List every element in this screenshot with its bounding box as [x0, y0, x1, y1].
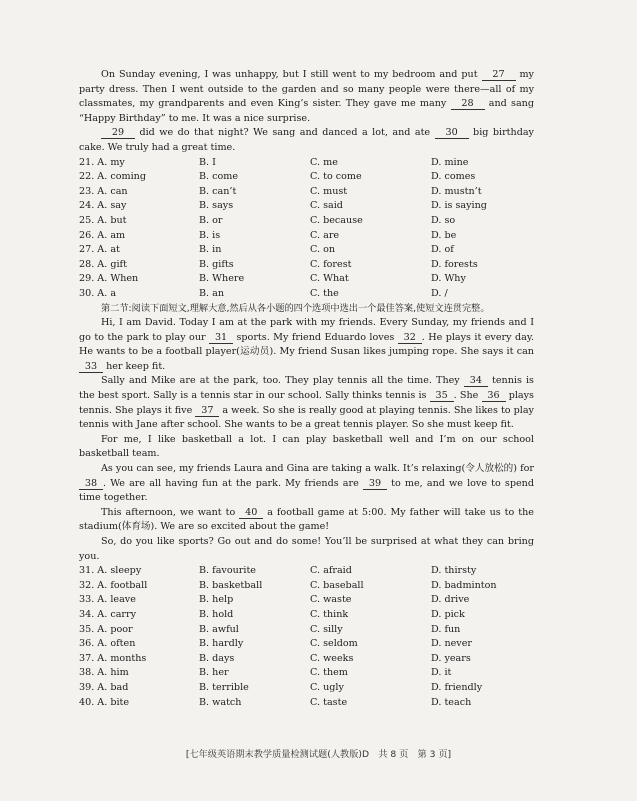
- option-c: C. to come: [310, 171, 362, 183]
- passage-text: plays tennis. She plays it five: [79, 390, 534, 416]
- option-c: C. silly: [310, 623, 343, 635]
- option-row-32: [79, 579, 534, 594]
- option-row-38: [79, 666, 534, 681]
- passage1-paragraph1: [79, 68, 534, 126]
- option-b: B. hardly: [199, 638, 244, 650]
- option-row-35: [79, 623, 534, 638]
- option-b: B. in: [199, 244, 222, 256]
- blank-32: 32: [398, 332, 422, 344]
- option-d: D. of: [431, 244, 454, 256]
- option-c: C. because: [310, 214, 363, 226]
- option-c: C. baseball: [310, 579, 364, 591]
- option-d: D. is saying: [431, 200, 487, 212]
- option-a: 23. A. can: [79, 185, 128, 197]
- option-a: 27. A. at: [79, 244, 120, 256]
- option-b: B. help: [199, 594, 234, 606]
- option-c: C. afraid: [310, 565, 352, 577]
- blank-40: 40: [239, 507, 263, 519]
- option-b: B. come: [199, 171, 239, 183]
- option-c: C. seldom: [310, 638, 358, 650]
- passage2-paragraph4: [79, 462, 534, 506]
- blank-27: 27: [482, 69, 516, 81]
- option-b: B. basketball: [199, 579, 263, 591]
- option-c: C. waste: [310, 594, 352, 606]
- option-c: C. ugly: [310, 681, 344, 693]
- passage-text: did we do that night? We sang and danced a lot, and ate: [139, 127, 431, 139]
- passage-text: sports. My friend Eduardo loves: [236, 331, 395, 343]
- passage-text: big birthday cake. We truly had a great time.: [79, 127, 534, 153]
- option-b: B. can’t: [199, 185, 237, 197]
- option-b: B. terrible: [199, 681, 249, 693]
- passage1-paragraph2: [79, 126, 534, 155]
- blank-39: 39: [363, 478, 387, 490]
- option-a: 29. A. When: [79, 273, 139, 285]
- option-a: 40. A. bite: [79, 696, 130, 708]
- passage-text: . She: [453, 390, 479, 402]
- option-c: C. taste: [310, 696, 348, 708]
- option-a: 30. A. a: [79, 287, 117, 299]
- passage-text: On Sunday evening, I was unhappy, but I still went to my bedroom and put: [101, 69, 478, 80]
- option-row-33: [79, 593, 534, 608]
- option-row-30: [79, 287, 534, 302]
- option-a: 22. A. coming: [79, 171, 146, 183]
- passage-text: . He plays it every day. He wants to be a football player(运动员). My friend Susan likes jumping rope. She says it can: [79, 331, 535, 358]
- option-d: D. comes: [431, 171, 476, 183]
- option-c: C. think: [310, 608, 349, 620]
- option-d: D. so: [431, 214, 456, 226]
- option-c: C. them: [310, 667, 348, 679]
- option-row-40: [79, 696, 534, 711]
- option-d: D. drive: [431, 594, 470, 606]
- option-c: C. the: [310, 287, 339, 299]
- page-content: [79, 68, 534, 710]
- blank-38: 38: [79, 478, 103, 490]
- option-d: D. never: [431, 638, 472, 650]
- option-d: D. friendly: [431, 681, 483, 693]
- option-row-26: [79, 229, 534, 244]
- option-a: 39. A. bad: [79, 681, 129, 693]
- option-c: C. weeks: [310, 652, 354, 664]
- option-a: 26. A. am: [79, 229, 126, 241]
- option-c: C. are: [310, 229, 340, 241]
- option-b: B. says: [199, 200, 234, 212]
- option-a: 35. A. poor: [79, 623, 133, 635]
- option-row-24: [79, 199, 534, 214]
- option-d: D. teach: [431, 696, 472, 708]
- option-row-37: [79, 652, 534, 667]
- passage2-paragraph2: [79, 374, 534, 432]
- blank-33: 33: [79, 361, 103, 373]
- option-b: B. I: [199, 156, 216, 168]
- option-b: B. her: [199, 667, 229, 679]
- option-c: C. said: [310, 200, 343, 212]
- passage2-paragraph3: For me, I like basketball a lot. I can play basketball well and I’m on our school basketball team.: [79, 433, 534, 460]
- blank-31: 31: [209, 332, 233, 344]
- passage-text: and sang “Happy Birthday” to me. It was a nice surprise.: [79, 98, 534, 124]
- option-a: 37. A. months: [79, 652, 147, 664]
- passage-text: Hi, I am David. Today I am at the park with my friends. Every Sunday, my friends and I go to the park to play our: [79, 317, 534, 343]
- option-b: B. days: [199, 652, 235, 664]
- option-row-27: [79, 243, 534, 258]
- option-row-36: [79, 637, 534, 652]
- option-row-25: [79, 214, 534, 229]
- blank-34: 34: [464, 375, 488, 387]
- page-footer: [七年级英语期末教学质量检测试题(人教版)D 共 8 页 第 3 页]: [185, 749, 452, 760]
- blank-37: 37: [195, 405, 219, 417]
- option-b: B. gifts: [199, 258, 234, 270]
- option-d: D. fun: [431, 623, 461, 635]
- option-a: 31. A. sleepy: [79, 565, 142, 577]
- option-a: 38. A. him: [79, 667, 129, 679]
- option-d: D. badminton: [431, 579, 497, 591]
- option-b: B. an: [199, 287, 225, 299]
- passage-text: tennis is the best sport. Sally is a tennis star in our school. Sally thinks tennis is: [79, 375, 534, 402]
- blank-28: 28: [451, 98, 485, 110]
- option-d: D. /: [431, 287, 448, 299]
- passage-text: a football game at 5:00. My father will take us to the stadium(体育场). We are so excited about the game!: [79, 506, 534, 533]
- option-row-28: [79, 258, 534, 273]
- option-b: B. Where: [199, 273, 245, 285]
- option-a: 36. A. often: [79, 638, 136, 650]
- blank-29: 29: [101, 127, 135, 139]
- option-a: 25. A. but: [79, 214, 127, 226]
- option-c: C. forest: [310, 258, 352, 270]
- passage-text: to me, and we love to spend time together.: [79, 477, 534, 504]
- passage-text: This afternoon, we want to: [101, 506, 236, 518]
- passage2-paragraph6: So, do you like sports? Go out and do some! You’ll be surprised at what they can bring you.: [79, 536, 534, 562]
- option-d: D. it: [431, 667, 452, 679]
- section2-instructions: 第二节:阅读下面短文,理解大意,然后从各小题的四个选项中选出一个最佳答案,使短文连贯完整。: [101, 302, 490, 314]
- option-d: D. thirsty: [431, 565, 477, 577]
- option-c: C. What: [310, 273, 349, 285]
- options-31-40: [79, 564, 534, 710]
- blank-30: 30: [435, 127, 469, 139]
- option-b: B. hold: [199, 608, 234, 620]
- option-row-39: [79, 681, 534, 696]
- passage-text: my party dress. Then I went outside to the garden and so many people were there—all of my classmates, my grandparents and even King’s sister. They gave me many: [79, 69, 534, 110]
- option-b: B. awful: [199, 623, 239, 635]
- option-row-34: [79, 608, 534, 623]
- options-21-30: [79, 156, 534, 302]
- option-a: 33. A. leave: [79, 594, 136, 606]
- option-d: D. years: [431, 652, 471, 664]
- option-c: C. me: [310, 156, 338, 168]
- option-b: B. is: [199, 229, 221, 241]
- option-c: C. must: [310, 185, 348, 197]
- option-a: 21. A. my: [79, 156, 125, 168]
- passage-text: a week. So she is really good at playing tennis. She likes to play tennis with Jane after school. She wants to be a great tennis player. So she must keep fit.: [79, 404, 534, 431]
- blank-36: 36: [482, 390, 506, 402]
- option-d: D. pick: [431, 608, 465, 620]
- passage2-paragraph5: [79, 506, 534, 535]
- option-a: 24. A. say: [79, 200, 127, 212]
- option-b: B. favourite: [199, 565, 256, 577]
- option-d: D. Why: [431, 273, 466, 285]
- option-row-21: [79, 156, 534, 171]
- option-d: D. be: [431, 229, 457, 241]
- passage-text: Sally and Mike are at the park, too. They play tennis all the time. They: [101, 375, 460, 387]
- option-b: B. or: [199, 214, 223, 226]
- option-row-29: [79, 272, 534, 287]
- option-row-23: [79, 185, 534, 200]
- option-b: B. watch: [199, 696, 242, 708]
- blank-35: 35: [430, 390, 454, 402]
- option-a: 32. A. football: [79, 579, 148, 591]
- option-row-22: [79, 170, 534, 185]
- option-c: C. on: [310, 244, 336, 256]
- option-a: 34. A. carry: [79, 608, 137, 620]
- passage-text: As you can see, my friends Laura and Gina are taking a walk. It’s relaxing(令人放松的) for: [101, 463, 534, 475]
- passage-text: her keep fit.: [106, 360, 166, 372]
- option-row-31: [79, 564, 534, 579]
- option-d: D. forests: [431, 258, 478, 270]
- passage-text: . We are all having fun at the park. My friends are: [103, 477, 359, 489]
- passage2-paragraph1: [79, 316, 534, 374]
- option-d: D. mine: [431, 156, 469, 168]
- option-a: 28. A. gift: [79, 258, 127, 270]
- option-d: D. mustn’t: [431, 185, 482, 197]
